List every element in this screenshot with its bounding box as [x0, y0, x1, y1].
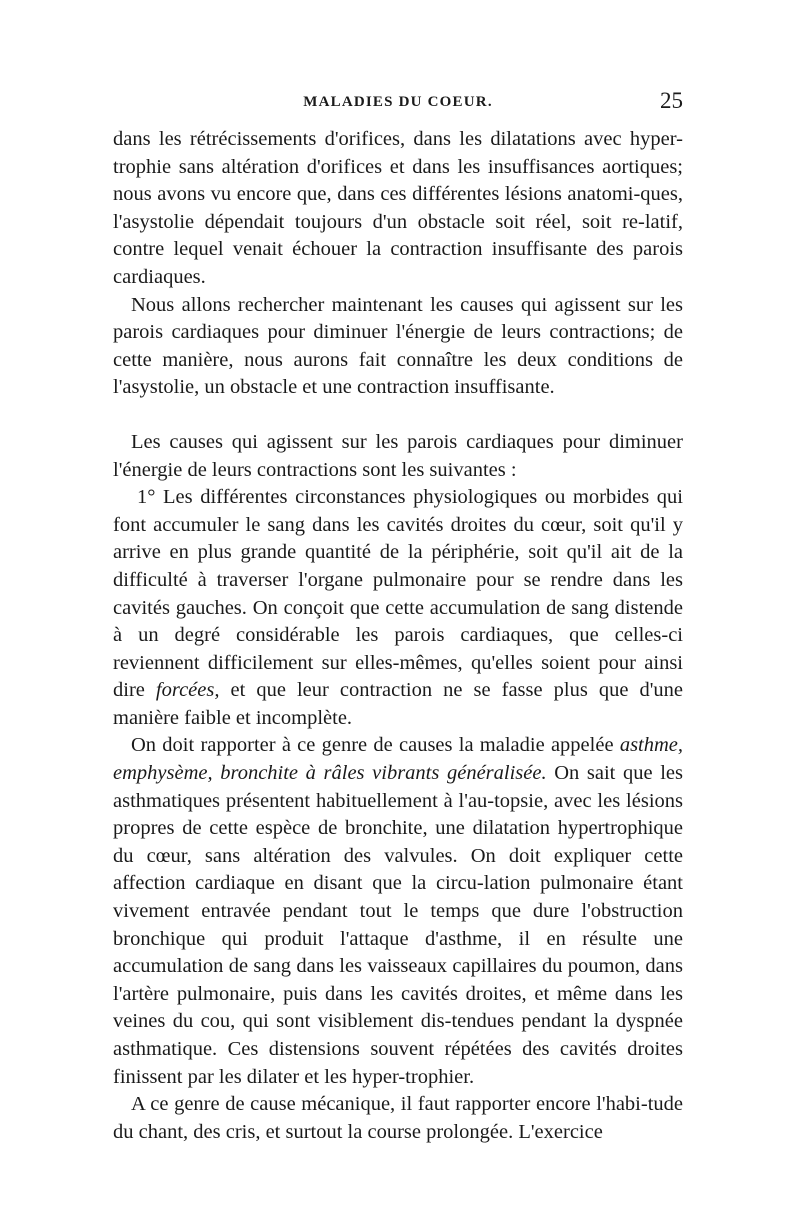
paragraph-4-text-end: et que leur contraction ne se fasse plus que d'une manière faible et incomplète.	[113, 679, 684, 729]
paragraph-4	[113, 484, 683, 732]
paragraph-1: dans les rétrécissements d'orifices, dans les dilatations avec hyper-trophie sans altération d'orifices et dans les insuffisances aortiques; nous avons vu encore que, dans ces différentes lésions anatomi-ques, l'asystolie dépendait toujours d'un obstacle soit réel, soit re-latif, contre lequel venait échouer la contraction insuffisante des parois cardiaques.	[113, 128, 683, 288]
paragraph-4-text-start: 1° Les différentes circonstances physiologiques ou morbides qui font accumuler le sang dans les cavités droites du cœur, soit qu'il y arrive en plus grande quantité de la périphérie, soit qu'il ait de la difficulté à traverser l'organe pulmonaire pour se rendre dans les cavités gauches. On conçoit que cette accumulation de sang distende à un degré considérable les parois cardiaques, que celles-ci reviennent difficilement sur elles-mêmes, qu'elles soient pour ainsi dire	[113, 486, 683, 702]
paragraph-4-italic: forcées,	[155, 679, 220, 702]
paragraph-5-italic: asthme, emphysème, bronchite à râles vibrants généralisée.	[113, 734, 684, 785]
paragraph-5-text-end: On sait que les asthmatiques présentent habituellement à l'au-topsie, avec les lésions propres de cette espèce de bronchite, une dilatation hypertrophique du cœur, sans altération des valvules. On doit expliquer cette affection cardiaque en disant que la circu-lation pulmonaire étant vivement entravée pendant tout le temps que dure l'obstruction bronchique qui produit l'attaque d'asthme, il en résulte une accumulation de sang dans les vaisseaux capillaires du poumon, dans l'artère pulmonaire, puis dans les cavités droites, et même dans les veines du cou, qui sont visiblement dis-tendues pendant la dyspnée asthmatique. Ces distensions souvent répétées des cavités droites finissent par les dilater et les hyper-trophier.	[113, 762, 683, 1088]
paragraph-6: A ce genre de cause mécanique, il faut rapporter encore l'habi-tude du chant, des cris, et surtout la course prolongée. L'exercice	[113, 1093, 683, 1143]
page-header	[113, 88, 683, 126]
running-title: MALADIES DU COEUR.	[303, 94, 493, 110]
paragraph-3: Les causes qui agissent sur les parois cardiaques pour diminuer l'énergie de leurs contractions sont les suivantes :	[113, 430, 683, 481]
paragraph-5	[113, 732, 683, 1091]
page-number: 25	[660, 88, 683, 113]
paragraph-5-text-start: On doit rapporter à ce genre de causes la maladie appelée	[131, 734, 614, 757]
paragraph-2: Nous allons rechercher maintenant les causes qui agissent sur les parois cardiaques pour diminuer l'énergie de leurs contractions; de cette manière, nous aurons fait connaître les deux conditions de l'asystolie, un obstacle et une contraction insuffisante.	[113, 293, 683, 399]
body-text	[113, 126, 683, 1146]
book-page	[113, 88, 684, 1146]
